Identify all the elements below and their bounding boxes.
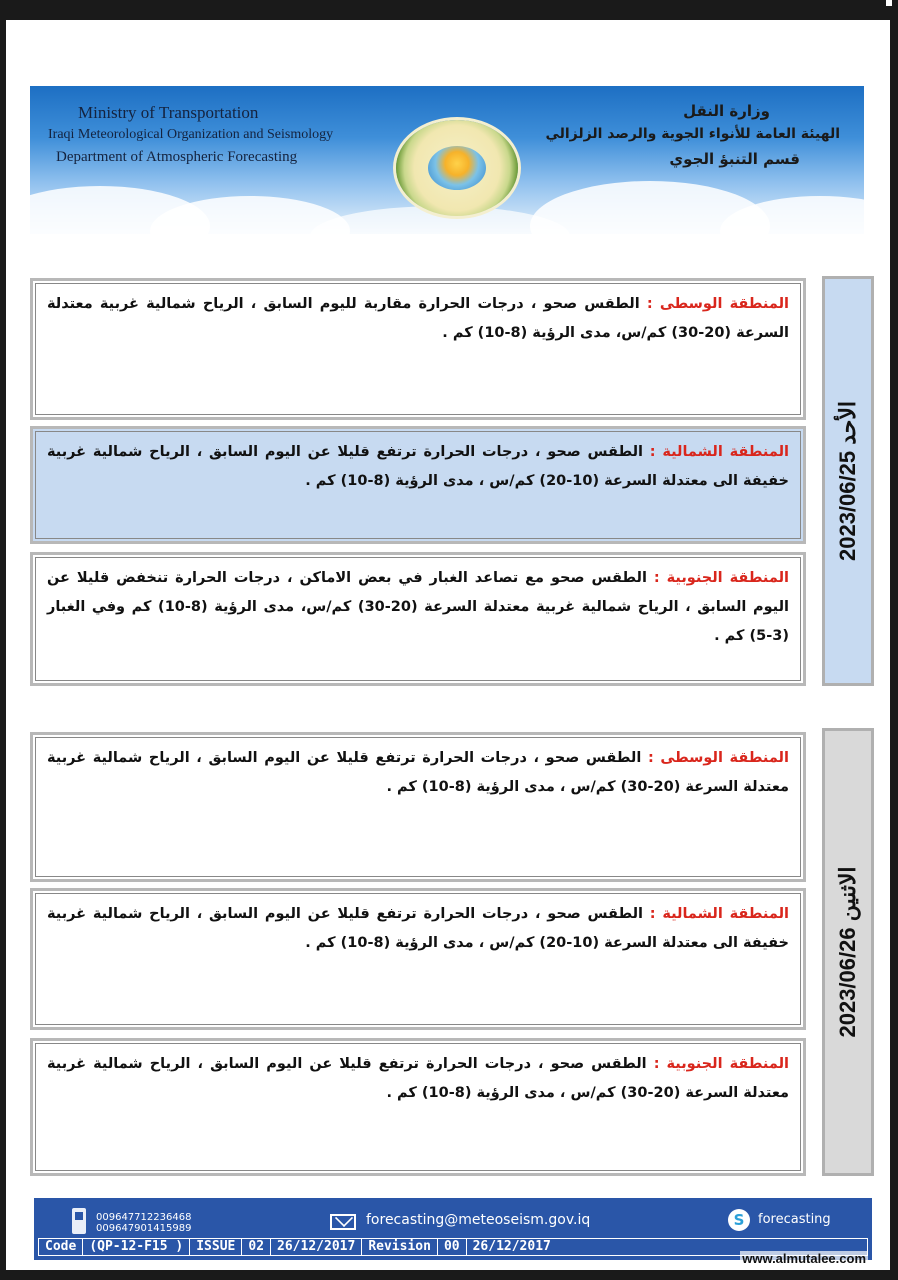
region-forecast-text: الطقس صحو ، درجات الحرارة ترتفع قليلا عن اليوم السابق ، الرياح شمالية غربية خفيفة الى معتدلة السرعة (10-20) كم/س ، مدى الرؤية (8-10) كم . <box>47 444 789 489</box>
ministry-name-en: Ministry of Transportation <box>78 103 259 122</box>
region-south-day1 <box>30 552 806 686</box>
region-name: المنطقة الشمالية : <box>649 444 789 460</box>
header-banner <box>30 86 864 234</box>
skype-handle[interactable]: forecasting <box>758 1212 831 1227</box>
phone-number-1: 009647712236468 <box>96 1212 192 1223</box>
header-english-text <box>48 102 333 168</box>
organization-logo-icon <box>396 120 518 216</box>
region-forecast-text: الطقس صحو ، درجات الحرارة ترتفع قليلا عن اليوم السابق ، الرياح شمالية غربية معتدلة السرعة (20-30) كم/س ، مدى الرؤية (8-10) كم . <box>47 1056 789 1101</box>
forecast-day-2 <box>30 728 874 1176</box>
date-column-day1 <box>822 276 874 686</box>
issue-number: 02 <box>242 1239 271 1255</box>
region-name: المنطقة الوسطى : <box>647 750 789 766</box>
organization-name-en: Iraqi Meteorological Organization and Seismology <box>48 127 334 142</box>
skype-icon: S <box>728 1209 750 1231</box>
top-bar <box>0 0 898 20</box>
header-arabic-text <box>545 100 840 172</box>
watermark-text: www.almutalee.com <box>742 1251 866 1266</box>
revision-date: 26/12/2017 <box>472 1239 551 1254</box>
organization-name-ar: الهيئة العامة للأنواء الجوية والرصد الزلزالي <box>545 126 840 142</box>
region-north-day2 <box>30 888 806 1030</box>
forecast-day-1 <box>30 256 874 686</box>
region-name: المنطقة الجنوبية : <box>653 570 789 586</box>
region-north-day1 <box>30 426 806 544</box>
ministry-name-ar: وزارة النقل <box>683 102 770 120</box>
code-label: Code <box>39 1239 83 1255</box>
region-forecast-text: الطقس صحو مع تصاعد الغبار في بعض الاماكن ، درجات الحرارة تنخفض قليلا عن اليوم السابق ، الرياح شمالية غربية معتدلة السرعة (20-30) كم/س، مدى الرؤية (8-10) كم وفي الغبار (3-5) كم . <box>47 570 790 644</box>
region-central-day1 <box>30 278 806 420</box>
date-column-day2 <box>822 728 874 1176</box>
region-forecast-text: الطقس صحو ، درجات الحرارة ترتفع قليلا عن اليوم السابق ، الرياح شمالية غربية خفيفة الى معتدلة السرعة (10-20) كم/س ، مدى الرؤية (8-10) كم . <box>47 906 789 951</box>
region-forecast-text: الطقس صحو ، درجات الحرارة ترتفع قليلا عن اليوم السابق ، الرياح شمالية غربية معتدلة السرعة (20-30) كم/س ، مدى الرؤية (8-10) كم . <box>47 750 789 795</box>
department-name-ar: قسم التنبؤ الجوي <box>669 150 800 168</box>
mail-icon <box>330 1214 356 1230</box>
region-central-day2 <box>30 732 806 882</box>
forecast-date: الاثنين 2023/06/26 <box>835 866 860 1038</box>
region-south-day2 <box>30 1038 806 1176</box>
phone-numbers <box>96 1212 191 1234</box>
forecast-date: الأحد 2023/06/25 <box>835 400 860 562</box>
scroll-indicator[interactable] <box>886 0 892 6</box>
issue-date: 26/12/2017 <box>271 1239 362 1255</box>
department-name-en: Department of Atmospheric Forecasting <box>56 149 298 165</box>
revision-label: Revision <box>362 1239 438 1255</box>
region-name: المنطقة الشمالية : <box>649 906 789 922</box>
region-name: المنطقة الوسطى : <box>646 296 789 312</box>
issue-label: ISSUE <box>190 1239 242 1255</box>
revision-number: 00 <box>438 1239 467 1255</box>
phone-number-2: 009647901415989 <box>96 1223 192 1234</box>
region-name: المنطقة الجنوبية : <box>653 1056 789 1072</box>
region-forecast-text: الطقس صحو ، درجات الحرارة مقاربة لليوم السابق ، الرياح شمالية غربية معتدلة السرعة (20-30) كم/س، مدى الرؤية (8-10) كم . <box>47 296 789 341</box>
email-link[interactable]: forecasting@meteoseism.gov.iq <box>366 1212 591 1228</box>
phone-icon <box>72 1208 86 1234</box>
code-value: (QP-12-F15 ) <box>83 1239 190 1255</box>
